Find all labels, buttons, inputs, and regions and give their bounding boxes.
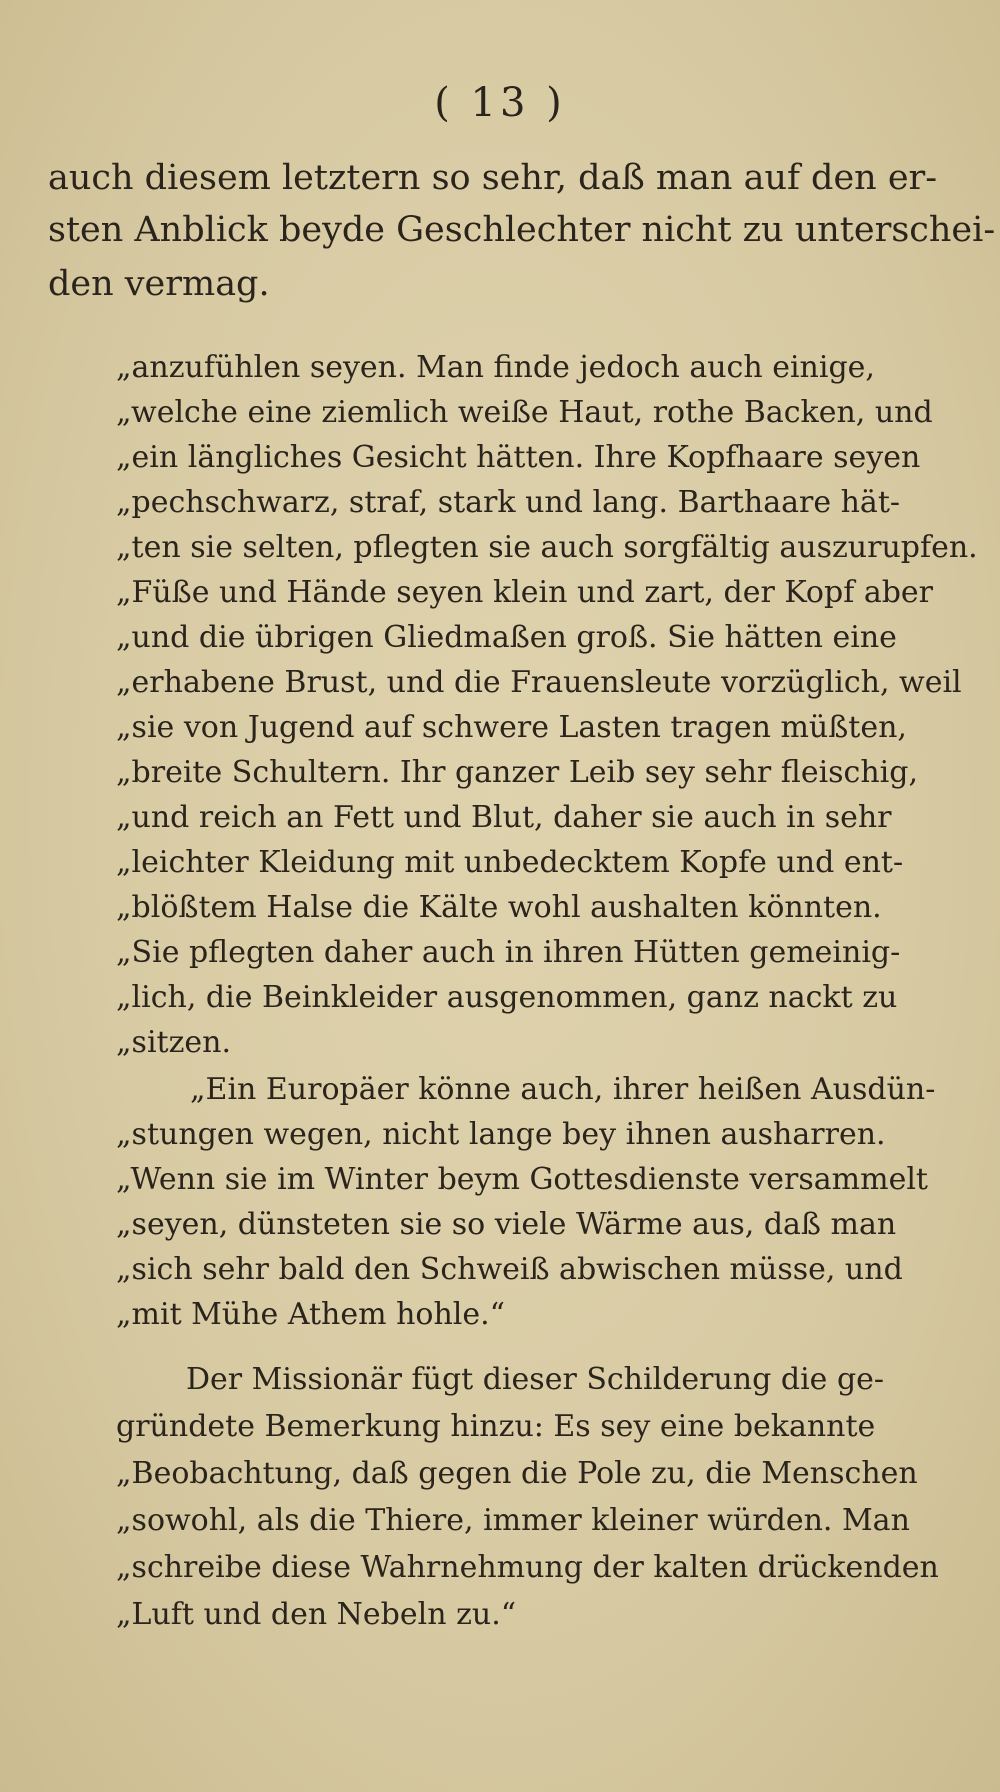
quote-line: „und reich an Fett und Blut, daher sie auch in sehr — [116, 800, 892, 835]
page-number: ( 13 ) — [434, 80, 566, 126]
quote-line: „breite Schultern. Ihr ganzer Leib sey sehr fleischig, — [116, 755, 919, 790]
quote-line: „sitzen. — [116, 1025, 232, 1060]
quote-line: „erhabene Brust, und die Frauensleute vorzüglich, weil — [116, 665, 962, 700]
quote-line: „welche eine ziemlich weiße Haut, rothe Backen, und — [116, 395, 933, 430]
quote-line: „und die übrigen Gliedmaßen groß. Sie hätten eine — [116, 620, 897, 655]
quote-line: Der Missionär fügt dieser Schilderung die ge- — [186, 1362, 885, 1397]
quote-line: „leichter Kleidung mit unbedecktem Kopfe und ent- — [116, 845, 904, 880]
quote-line: „Füße und Hände seyen klein und zart, der Kopf aber — [116, 575, 934, 610]
quote-line: „lich, die Beinkleider ausgenommen, ganz nackt zu — [116, 980, 898, 1015]
quote-line: „sowohl, als die Thiere, immer kleiner würden. Man — [116, 1503, 910, 1538]
quote-line: „seyen, dünsteten sie so viele Wärme aus, daß man — [116, 1207, 897, 1242]
quote-line: „Ein Europäer könne auch, ihrer heißen Ausdün- — [190, 1072, 936, 1107]
intro-line: den vermag. — [48, 264, 270, 304]
quote-line: „Sie pflegten daher auch in ihren Hütten gemeinig- — [116, 935, 901, 970]
quote-line: gründete Bemerkung hinzu: Es sey eine bekannte — [116, 1409, 876, 1444]
quote-line: „Beobachtung, daß gegen die Pole zu, die Menschen — [116, 1456, 918, 1491]
quote-line: „sich sehr bald den Schweiß abwischen müsse, und — [116, 1252, 903, 1287]
quote-line: „ten sie selten, pflegten sie auch sorgfältig auszurupfen. — [116, 530, 978, 565]
quote-line: „pechschwarz, straf, stark und lang. Barthaare hät- — [116, 485, 901, 520]
quote-line: „anzufühlen seyen. Man finde jedoch auch einige, — [116, 350, 875, 385]
quote-line: „Luft und den Nebeln zu.“ — [116, 1597, 517, 1632]
quote-line: „Wenn sie im Winter beym Gottesdienste versammelt — [116, 1162, 928, 1197]
intro-line: sten Anblick beyde Geschlechter nicht zu unterschei- — [48, 210, 996, 250]
quote-line: „ein längliches Gesicht hätten. Ihre Kopfhaare seyen — [116, 440, 921, 475]
quote-line: „blößtem Halse die Kälte wohl aushalten könnten. — [116, 890, 882, 925]
quote-line: „stungen wegen, nicht lange bey ihnen ausharren. — [116, 1117, 886, 1152]
quote-line: „schreibe diese Wahrnehmung der kalten drückenden — [116, 1550, 939, 1585]
quote-line: „mit Mühe Athem hohle.“ — [116, 1297, 506, 1332]
intro-line: auch diesem letztern so sehr, daß man auf den er- — [48, 158, 938, 198]
quote-line: „sie von Jugend auf schwere Lasten tragen müßten, — [116, 710, 907, 745]
